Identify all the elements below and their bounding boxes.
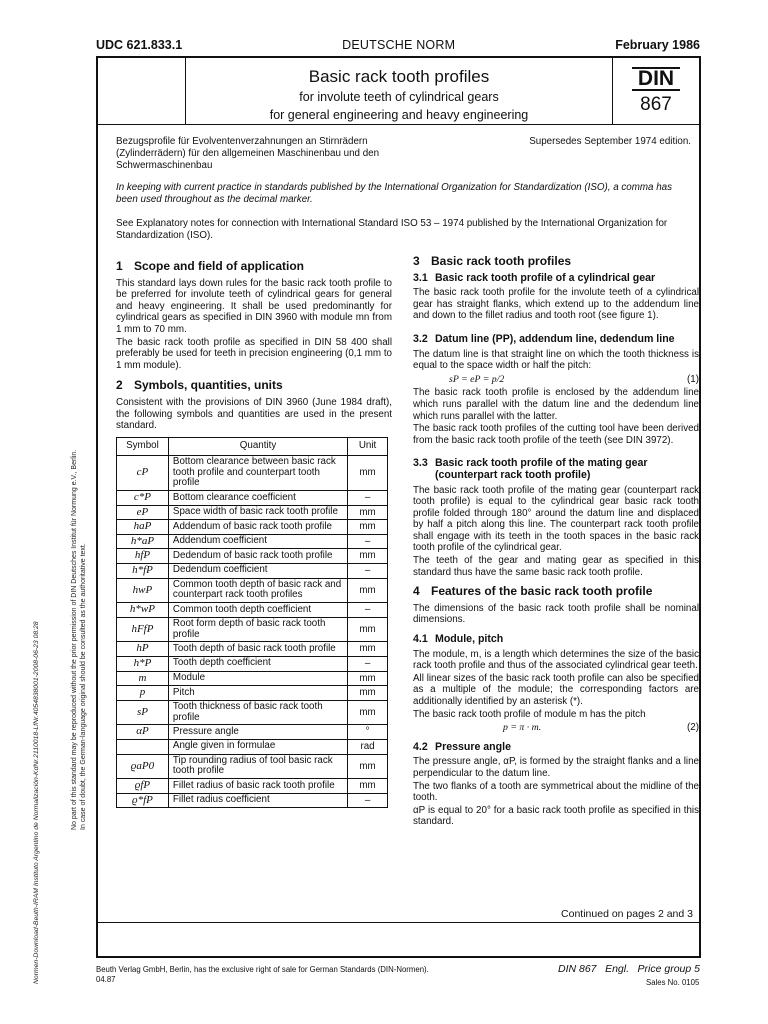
unit-cell: –: [348, 491, 388, 506]
section-2-heading: 2 Symbols, quantities, units: [116, 378, 283, 393]
table-row: [117, 740, 388, 755]
section-4-1-paragraph-3: The basic rack tooth profile of module m has the pitch: [413, 708, 646, 720]
download-stamp: Normen-Download-Beuth-IRAM Instituto Argentino de Normalización-KdNr.2110018-LfNr.4054838001-2008-06-23 08:28: [33, 621, 40, 984]
footer-price-group: Price group 5: [637, 963, 700, 975]
quantity-cell: Pitch: [168, 686, 347, 701]
unit-cell: mm: [348, 700, 388, 725]
continued-note: Continued on pages 2 and 3: [561, 908, 693, 920]
symbol-cell: hP: [117, 642, 169, 657]
quantity-cell: Fillet radius coefficient: [168, 793, 347, 808]
quantity-cell: Tooth thickness of basic rack tooth profile: [168, 700, 347, 725]
print-code: 04.87: [96, 975, 116, 984]
unit-cell: mm: [348, 779, 388, 794]
section-3-3-paragraph-2: The teeth of the gear and mating gear as specified in this standard thus have the same basic rack tooth profile.: [413, 555, 699, 578]
table-header-row: [117, 437, 388, 455]
table-row: [117, 671, 388, 686]
left-column: [116, 261, 392, 808]
document-header: [96, 38, 700, 52]
section-3-3-heading: 3.3 Basic rack tooth profile of the mating gear (counterpart rack tooth profile): [413, 457, 648, 481]
section-3-2-paragraph-1: The datum line is that straight line on which the tooth thickness is equal to the space width or half the pitch:: [413, 348, 699, 372]
symbol-cell: hfP: [117, 549, 169, 564]
quantity-cell: Common tooth depth of basic rack and counterpart rack tooth profiles: [168, 578, 347, 603]
unit-cell: mm: [348, 520, 388, 535]
supersedes-note: Supersedes September 1974 edition.: [529, 136, 691, 147]
section-3-1-paragraph: The basic rack tooth profile for the involute teeth of a cylindrical gear has straight flanks, which extend up to the addendum line and down to the fillet radius and tooth root (see figure 1).: [413, 287, 699, 322]
authoritative-text-notice: In case of doubt, the German-language original should be consulted as the authoritative text.: [80, 543, 87, 830]
sales-number: Sales No. 0105: [646, 978, 700, 987]
decimal-marker-note: In keeping with current practice in standards published by the International Organization for Standardization (ISO), a comma has been used throughout as the decimal marker.: [116, 182, 673, 205]
symbol-cell: m: [117, 671, 169, 686]
publisher-footer: [96, 965, 429, 985]
table-row: [117, 578, 388, 603]
table-row: [117, 534, 388, 549]
footer-din-info: [558, 963, 700, 975]
section-4-1-paragraph-2: All linear sizes of the basic rack tooth profile can also be specified as a multiple of the module; the corresponding factors are additionally identified by an asterisk (*).: [413, 672, 699, 707]
document-title: Basic rack tooth profiles: [308, 67, 490, 86]
symbol-cell: h*P: [117, 657, 169, 672]
section-4-1-heading: 4.1 Module, pitch: [413, 633, 504, 646]
table-row: [117, 549, 388, 564]
quantity-cell: Dedendum coefficient: [168, 564, 347, 579]
quantity-cell: Common tooth depth coefficient: [168, 603, 347, 618]
norm-label: DEUTSCHE NORM: [342, 38, 456, 52]
unit-cell: mm: [348, 686, 388, 701]
standard-frame: [96, 56, 701, 958]
unit-cell: mm: [348, 642, 388, 657]
explanatory-note: See Explanatory notes for connection with International Standard ISO 53 – 1974 published by the International Organization for Standardization (ISO).: [116, 218, 668, 241]
quantity-cell: Fillet radius of basic rack tooth profile: [168, 779, 347, 794]
section-4-2-paragraph-1: The pressure angle, αP, is formed by the straight flanks and a line perpendicular to the datum line.: [413, 756, 699, 779]
unit-cell: mm: [348, 754, 388, 779]
udc-code: UDC 621.833.1: [96, 38, 183, 52]
symbol-cell: ϱfP: [117, 779, 169, 794]
section-3-2-paragraph-2: The basic rack tooth profile is enclosed by the addendum line which runs parallel with the datum line and the dedendum line which runs parallel with the latter.: [413, 387, 699, 422]
quantity-cell: Angle given in formulae: [168, 740, 347, 755]
section-3-heading: 3 Basic rack tooth profiles: [413, 254, 572, 268]
section-4-heading: 4 Features of the basic rack tooth profile: [413, 584, 653, 599]
quantity-cell: Space width of basic rack tooth profile: [168, 505, 347, 520]
table-row: [117, 686, 388, 701]
symbol-cell: p: [117, 686, 169, 701]
unit-cell: –: [348, 603, 388, 618]
section-4-2-paragraph-2: The two flanks of a tooth are symmetrical about the midline of the tooth.: [413, 780, 699, 804]
section-4-2-heading: 4.2 Pressure angle: [413, 740, 511, 753]
issue-date: February 1986: [615, 38, 700, 52]
table-row: [117, 642, 388, 657]
table-row: [117, 754, 388, 779]
table-row: [117, 657, 388, 672]
symbol-cell: hFfP: [117, 617, 169, 642]
table-row: [117, 779, 388, 794]
table-row: [117, 505, 388, 520]
table-row: [117, 617, 388, 642]
unit-cell: –: [348, 657, 388, 672]
symbol-cell: hwP: [117, 578, 169, 603]
symbol-cell: h*fP: [117, 564, 169, 579]
unit-cell: mm: [348, 617, 388, 642]
din-number: 867: [640, 94, 672, 115]
unit-cell: mm: [348, 671, 388, 686]
symbol-cell: h*wP: [117, 603, 169, 618]
symbol-cell: ϱ*fP: [117, 793, 169, 808]
section-3-2-heading: 3.2 Datum line (PP), addendum line, dedendum line: [413, 332, 675, 345]
table-row: [117, 603, 388, 618]
quantity-cell: Pressure angle: [168, 725, 347, 740]
din-number-cell: [613, 58, 699, 125]
symbol-cell: [117, 740, 169, 755]
bottom-empty-box: [98, 922, 699, 956]
symbol-cell: haP: [117, 520, 169, 535]
section-1-paragraph-1: This standard lays down rules for the basic rack tooth profile to be preferred for involute teeth of cylindrical gears for general and heavy engineering. It shall be used predominantly for cylindrical gears as specified in DIN 3960 with module mn from 1 mm to 70 mm.: [116, 277, 392, 335]
header-symbol: Symbol: [117, 437, 169, 455]
formula-1: sP = eP = p/2 (1): [449, 373, 699, 385]
quantity-cell: Tooth depth coefficient: [168, 657, 347, 672]
symbol-cell: cP: [117, 455, 169, 490]
unit-cell: mm: [348, 578, 388, 603]
quantity-cell: Addendum of basic rack tooth profile: [168, 520, 347, 535]
table-row: [117, 700, 388, 725]
section-4-1-paragraph-1: The module, m, is a length which determines the size of the basic rack tooth profile and thus of the associated cylindrical gear teeth.: [413, 648, 699, 672]
german-title: Bezugsprofile für Evolventenverzahnungen an Stirnrädern (Zylinderrädern) für den allgemeinen Maschinenbau und den Schwermaschinenbau: [116, 136, 380, 171]
publisher-notice: Beuth Verlag GmbH, Berlin, has the exclusive right of sale for German Standards (DIN-Normen).: [96, 965, 429, 974]
section-4-paragraph: The dimensions of the basic rack tooth profile shall be nominal dimensions.: [413, 602, 699, 626]
table-row: [117, 520, 388, 535]
section-4-2-paragraph-3: αP is equal to 20° for a basic rack tooth profile as specified in this standard.: [413, 804, 699, 828]
table-row: [117, 491, 388, 506]
right-column: [413, 256, 699, 829]
symbol-cell: ϱaP0: [117, 754, 169, 779]
unit-cell: –: [348, 564, 388, 579]
quantity-cell: Bottom clearance coefficient: [168, 491, 347, 506]
symbols-table: [116, 437, 388, 809]
unit-cell: –: [348, 793, 388, 808]
unit-cell: mm: [348, 505, 388, 520]
section-3-1-heading: 3.1 Basic rack tooth profile of a cylindrical gear: [413, 271, 656, 284]
symbols-table-body: [117, 455, 388, 808]
title-cell: [186, 58, 613, 125]
symbol-cell: eP: [117, 505, 169, 520]
header-quantity: Quantity: [168, 437, 347, 455]
symbol-cell: sP: [117, 700, 169, 725]
quantity-cell: Addendum coefficient: [168, 534, 347, 549]
section-2-paragraph: Consistent with the provisions of DIN 3960 (June 1984 draft), the following symbols and quantities are used in the present standard.: [116, 396, 392, 432]
table-row: [117, 564, 388, 579]
din-logo: DIN: [632, 67, 680, 91]
section-1-paragraph-2: The basic rack tooth profile as specified in DIN 58 400 shall preferably be used for teeth in precision engineering (0,1 mm to 1 mm module).: [116, 336, 392, 371]
quantity-cell: Tooth depth of basic rack tooth profile: [168, 642, 347, 657]
quantity-cell: Tip rounding radius of tool basic rack tooth profile: [168, 754, 347, 779]
quantity-cell: Bottom clearance between basic rack tooth profile and counterpart tooth profile: [168, 455, 347, 490]
quantity-cell: Root form depth of basic rack tooth profile: [168, 617, 347, 642]
table-row: [117, 793, 388, 808]
unit-cell: mm: [348, 549, 388, 564]
section-3-3-paragraph-1: The basic rack tooth profile of the mating gear (counterpart rack tooth profile) is equal to the cylindrical gear basic rack tooth profile folded through 180° around the datum line and displaced by half a pitch along this line. The counterpart rack tooth profile shall engage with its teeth in the tooth spaces in the basic rack tooth profile of the cylindrical gear.: [413, 484, 699, 554]
quantity-cell: Module: [168, 671, 347, 686]
unit-cell: °: [348, 725, 388, 740]
unit-cell: mm: [348, 455, 388, 490]
table-row: [117, 455, 388, 490]
footer-language: Engl.: [605, 963, 629, 975]
title-blank-cell: [98, 58, 186, 125]
section-3-2-paragraph-3: The basic rack tooth profiles of the cutting tool have been derived from the basic rack tooth profile of the teeth (see DIN 3972).: [413, 423, 699, 446]
symbol-cell: αP: [117, 725, 169, 740]
unit-cell: –: [348, 534, 388, 549]
symbol-cell: h*aP: [117, 534, 169, 549]
unit-cell: rad: [348, 740, 388, 755]
symbol-cell: c*P: [117, 491, 169, 506]
document-subtitle-2: for general engineering and heavy engineering: [269, 108, 529, 122]
document-subtitle-1: for involute teeth of cylindrical gears: [299, 90, 499, 104]
header-unit: Unit: [348, 437, 388, 455]
formula-2: p = π · m. (2): [503, 722, 699, 734]
section-1-heading: 1 Scope and field of application: [116, 259, 305, 273]
table-row: [117, 725, 388, 740]
reproduction-notice: No part of this standard may be reproduced without the prior permission of DIN Deutsches Institut für Normung e.V., Berlin.: [71, 449, 78, 830]
footer-din: DIN 867: [558, 963, 597, 975]
title-block: [98, 58, 699, 125]
quantity-cell: Dedendum of basic rack tooth profile: [168, 549, 347, 564]
